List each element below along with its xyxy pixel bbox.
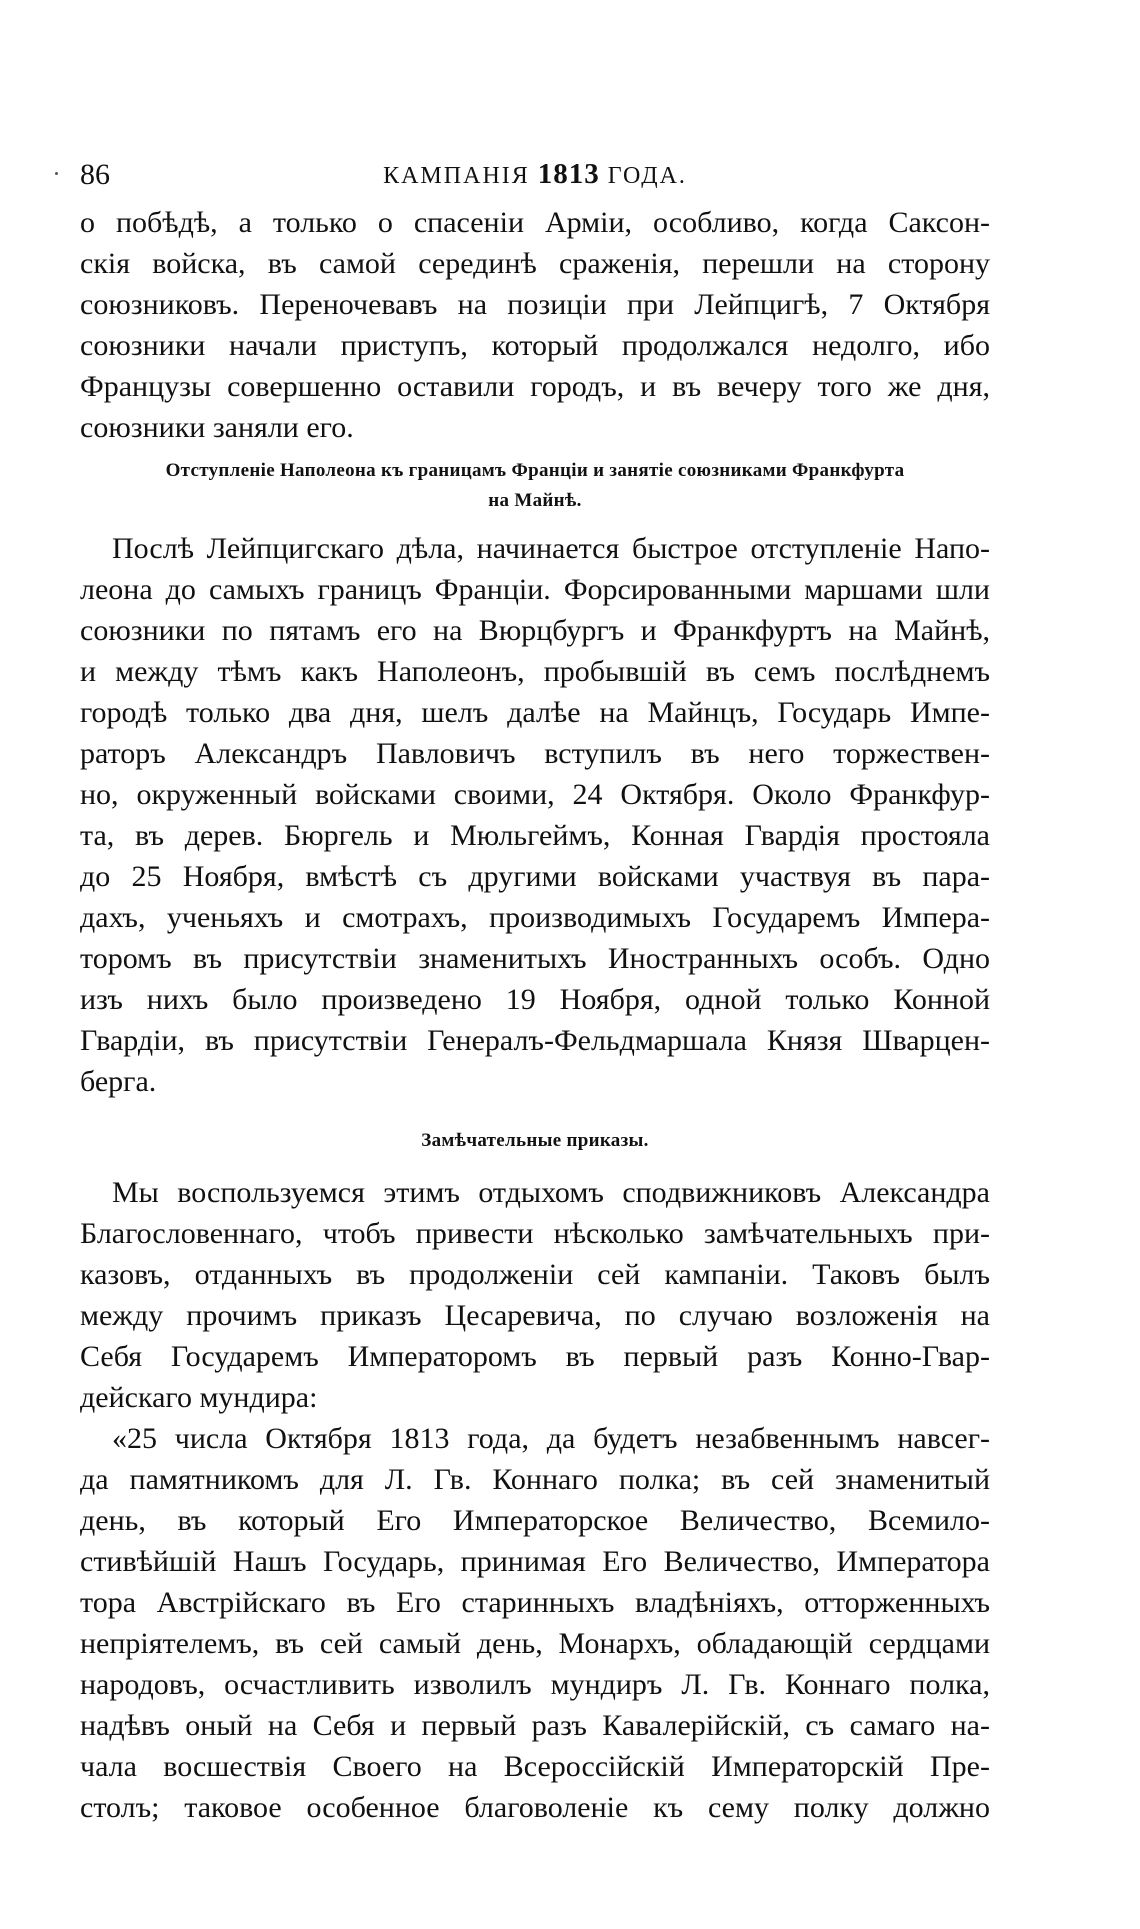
text-line: казовъ, отданныхъ въ продолженіи сей кампаніи. Таковъ былъ xyxy=(80,1258,990,1291)
text-line: стивѣйшій Нашъ Государь, принимая Его Величество, Императора xyxy=(80,1545,990,1578)
text-line: день, въ который Его Императорское Величество, Всемило- xyxy=(80,1504,990,1537)
text-line: дахъ, ученьяхъ и смотрахъ, производимыхъ Государемъ Импера- xyxy=(80,901,990,934)
text-line: Благословеннаго, чтобъ привести нѣсколько замѣчательныхъ при- xyxy=(80,1217,990,1250)
text-line: Послѣ Лейпцигскаго дѣла, начинается быстрое отступленіе Напо- xyxy=(112,532,990,565)
text-line: да памятникомъ для Л. Гв. Коннаго полка; въ сей знаменитый xyxy=(80,1463,990,1496)
running-head xyxy=(80,150,990,202)
text-line: берга. xyxy=(80,1065,157,1098)
text-line: о побѣдѣ, а только о спасеніи Арміи, особливо, когда Саксон- xyxy=(80,206,990,239)
text-line: чала восшествія Своего на Всероссійскій Императорскій Пре- xyxy=(80,1750,990,1783)
text-line: столъ; таковое особенное благоволеніе къ сему полку должно xyxy=(80,1791,990,1824)
print-speck xyxy=(55,172,58,175)
paragraph-1 xyxy=(80,202,990,448)
text-line: союзники начали приступъ, который продолжался недолго, ибо xyxy=(80,329,990,362)
text-line: и между тѣмъ какъ Наполеонъ, пробывшій въ семъ послѣднемъ xyxy=(80,655,990,688)
text-line: но, окруженный войсками своими, 24 Октября. Около Франкфур- xyxy=(80,778,990,811)
text-line: непріятелемъ, въ сей самый день, Монархъ, обладающій сердцами xyxy=(80,1627,990,1660)
section-heading-line: Отступленіе Наполеона къ границамъ Франціи и занятіе союзниками Франкфурта xyxy=(165,460,905,481)
text-line: изъ нихъ было произведено 19 Ноября, одной только Конной xyxy=(80,983,990,1016)
text-line: союзники заняли его. xyxy=(80,411,354,444)
text-line: скія войска, въ самой серединѣ сраженія, перешли на сторону xyxy=(80,247,990,280)
text-line: союзниковъ. Переночевавъ на позиціи при Лейпцигѣ, 7 Октября xyxy=(80,288,990,321)
text-line: тора Австрійскаго въ Его старинныхъ владѣніяхъ, отторженныхъ xyxy=(80,1586,990,1619)
running-title xyxy=(80,158,990,191)
text-line: торомъ въ присутствіи знаменитыхъ Иностранныхъ особъ. Одно xyxy=(80,942,990,975)
text-line: городѣ только два дня, шелъ далѣе на Майнцъ, Государь Импе- xyxy=(80,696,990,729)
document-page xyxy=(80,150,990,1828)
page-number: 86 xyxy=(80,158,110,191)
text-line: народовъ, осчастливить изволилъ мундиръ Л. Гв. Коннаго полка, xyxy=(80,1668,990,1701)
paragraph-2 xyxy=(80,528,990,1102)
text-line: до 25 Ноября, вмѣстѣ съ другими войсками участвуя въ пара- xyxy=(80,860,990,893)
text-line: леона до самыхъ границъ Франціи. Форсированными маршами шли xyxy=(80,573,990,606)
text-line: между прочимъ приказъ Цесаревича, по случаю возложенія на xyxy=(80,1299,990,1332)
text-line: раторъ Александръ Павловичъ вступилъ въ него торжествен- xyxy=(80,737,990,770)
text-line: Мы воспользуемся этимъ отдыхомъ сподвижниковъ Александра xyxy=(112,1176,990,1209)
section-heading-retreat xyxy=(80,456,990,516)
text-line: дейскаго мундира: xyxy=(80,1381,318,1414)
text-line: надѣвъ оный на Себя и первый разъ Кавалерійскій, съ самаго на- xyxy=(80,1709,990,1742)
paragraph-3 xyxy=(80,1172,990,1418)
running-title-year: 1813 xyxy=(537,158,600,190)
section-heading-orders: Замѣчательные приказы. xyxy=(421,1130,649,1151)
running-title-suffix: ГОДА. xyxy=(607,163,687,189)
paragraph-4-quote xyxy=(80,1418,990,1828)
text-line: союзники по пятамъ его на Вюрцбургъ и Франкфуртъ на Майнѣ, xyxy=(80,614,990,647)
text-line: Французы совершенно оставили городъ, и въ вечеру того же дня, xyxy=(80,370,990,403)
running-title-text: КАМПАНІЯ xyxy=(383,163,530,189)
text-line: Гвардіи, въ присутствіи Генералъ-Фельдмаршала Князя Шварцен- xyxy=(80,1024,990,1057)
text-line: Себя Государемъ Императоромъ въ первый разъ Конно-Гвар- xyxy=(80,1340,990,1373)
section-heading-line: на Майнѣ. xyxy=(488,490,582,511)
text-line: та, въ дерев. Бюргель и Мюльгеймъ, Конная Гвардія простояла xyxy=(80,819,990,852)
text-line: «25 числа Октября 1813 года, да будетъ незабвеннымъ навсег- xyxy=(112,1422,990,1455)
